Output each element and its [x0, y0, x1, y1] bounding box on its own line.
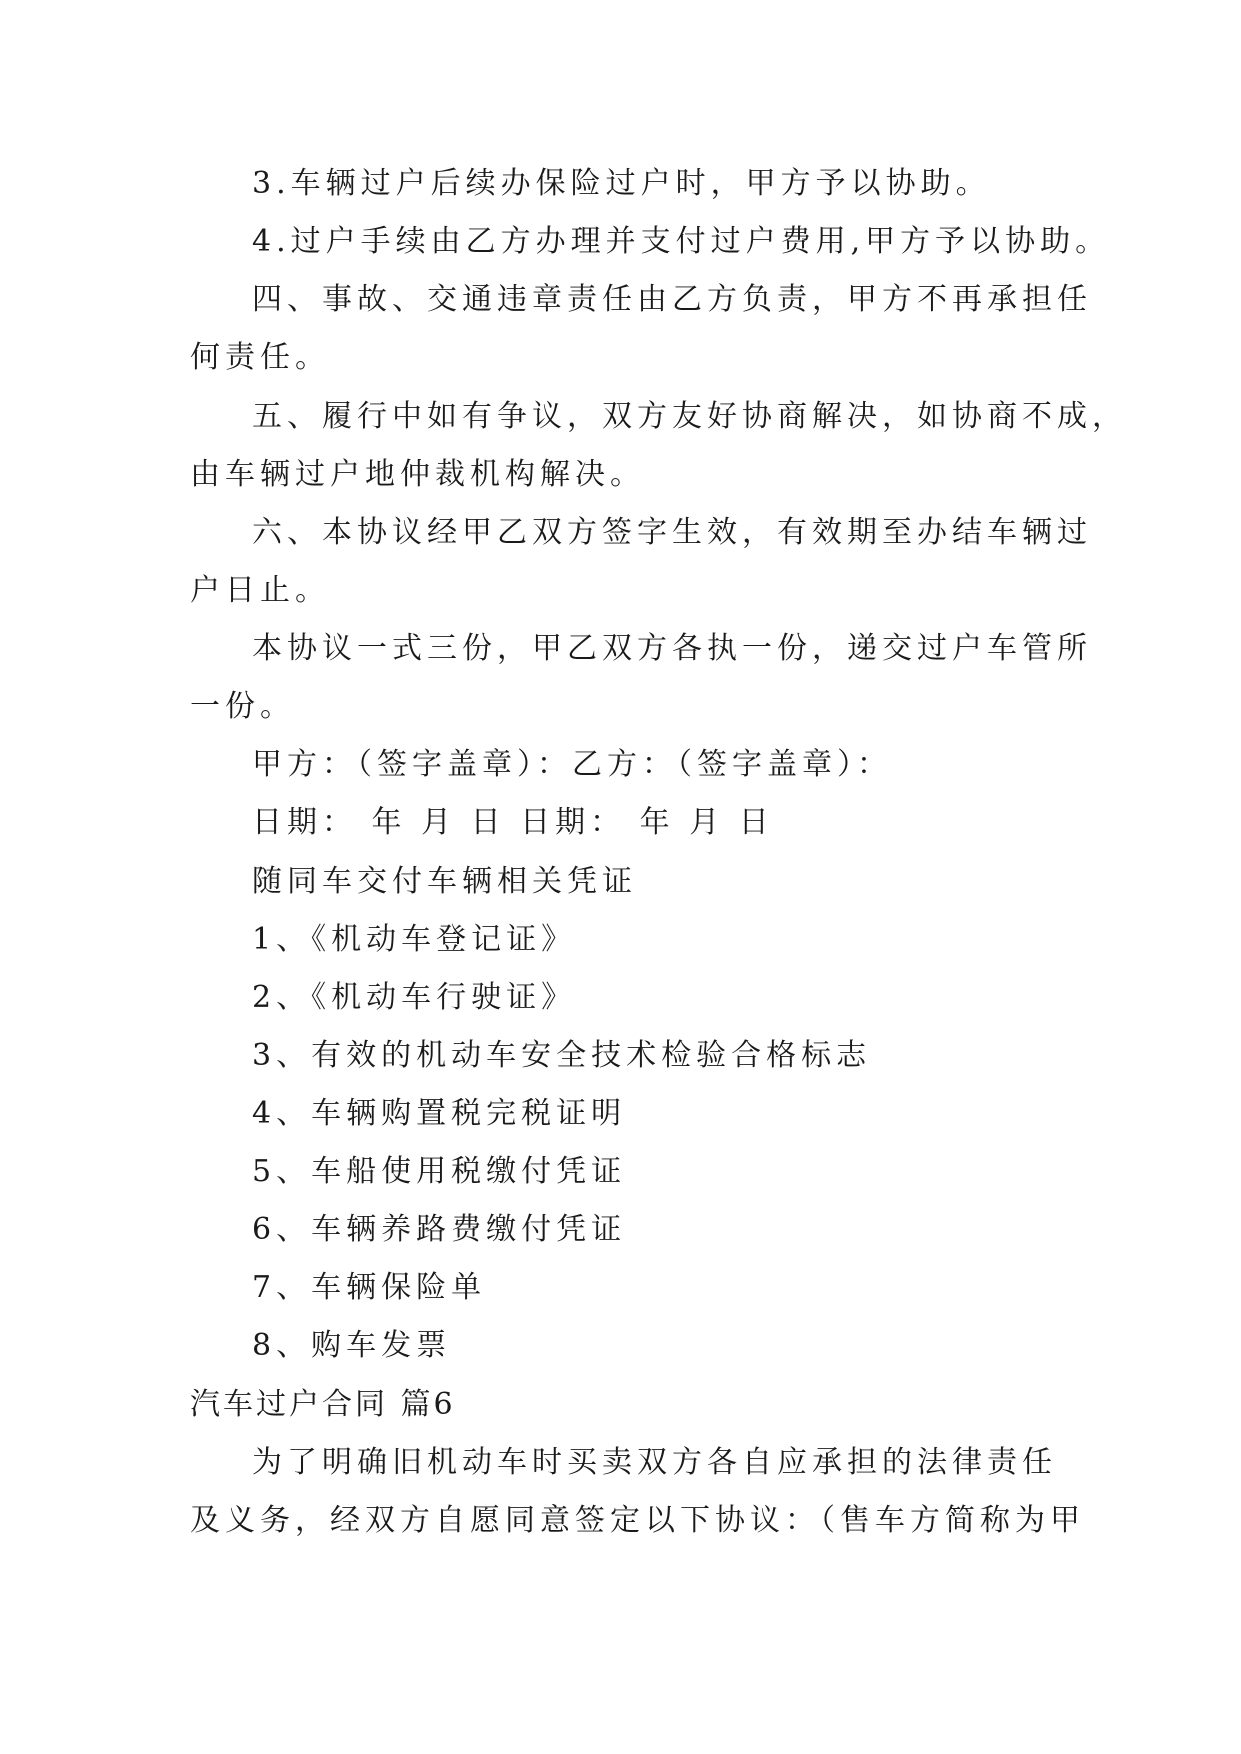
preamble: 为了明确旧机动车时买卖双方各自应承担的法律责任 [252, 1445, 1057, 1480]
list-item-registration: 1、《机动车登记证》 [252, 922, 577, 957]
list-item-inspection-mark: 3、有效的机动车安全技术检验合格标志 [252, 1038, 872, 1073]
article-4-liability-cont: 何责任。 [190, 340, 330, 375]
clause-4-transfer-procedure: 4.过户手续由乙方办理并支付过户费用,甲方予以协助。 [252, 224, 1111, 259]
list-item-road-fee: 6、车辆养路费缴付凭证 [252, 1212, 627, 1247]
list-item-driving-license: 2、《机动车行驶证》 [252, 980, 577, 1015]
clause-3-insurance-transfer: 3.车辆过户后续办保险过户时，甲方予以协助。 [252, 166, 991, 201]
article-6-effect: 六、本协议经甲乙双方签字生效，有效期至办结车辆过 [252, 515, 1092, 550]
list-item-purchase-tax: 4、车辆购置税完税证明 [252, 1096, 627, 1131]
article-5-disputes: 五、履行中如有争议，双方友好协商解决，如协商不成， [252, 399, 1127, 434]
date-line: 日期： 年 月 日 日期： 年 月 日 [252, 805, 774, 840]
copies-clause: 本协议一式三份，甲乙双方各执一份，递交过户车管所 [252, 631, 1092, 666]
list-item-vehicle-tax: 5、车船使用税缴付凭证 [252, 1154, 627, 1189]
list-item-invoice: 8、购车发票 [252, 1328, 452, 1363]
article-4-liability: 四、事故、交通违章责任由乙方负责，甲方不再承担任 [252, 282, 1092, 317]
article-5-disputes-cont: 由车辆过户地仲裁机构解决。 [190, 457, 645, 492]
section-heading: 汽车过户合同 篇6 [190, 1387, 456, 1422]
list-item-insurance: 7、车辆保险单 [252, 1270, 487, 1305]
documents-heading: 随同车交付车辆相关凭证 [252, 864, 637, 899]
copies-clause-cont: 一份。 [190, 689, 295, 724]
signature-line: 甲方：（签字盖章）：乙方：（签字盖章）： [252, 747, 892, 782]
preamble-cont: 及义务，经双方自愿同意签定以下协议：（售车方简称为甲 [190, 1503, 1085, 1538]
article-6-effect-cont: 户日止。 [190, 573, 330, 608]
